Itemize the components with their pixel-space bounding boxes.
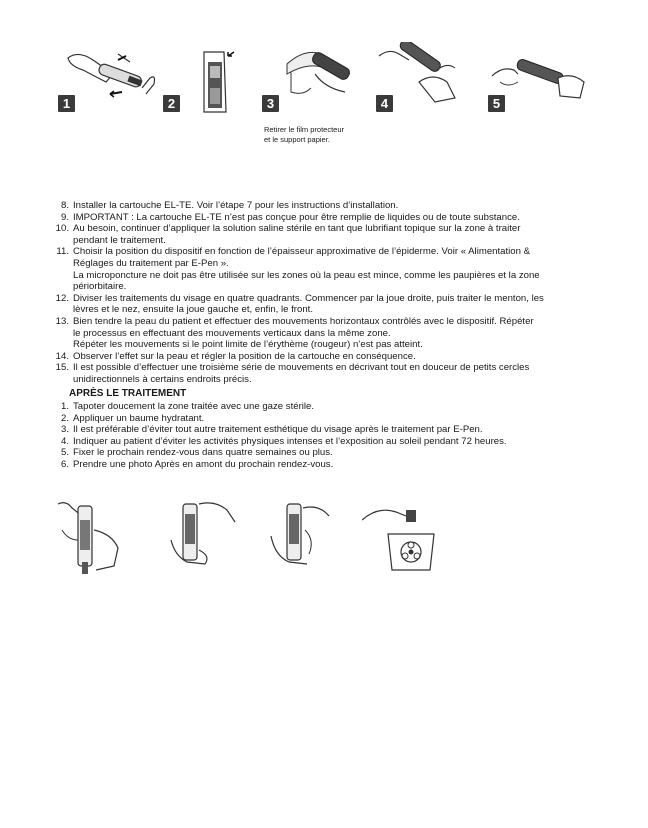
item-text: Appliquer un baume hydratant.: [73, 412, 205, 424]
step-4-badge: 4: [376, 95, 393, 112]
item-line: Au besoin, continuer d’appliquer la solution saline stérile en tant que lubrifiant topique sur la zone à traiter: [73, 223, 521, 235]
list-item: [52, 212, 612, 224]
item-text: Fixer le prochain rendez-vous dans quatre semaines ou plus.: [73, 447, 333, 459]
list-item: [52, 459, 612, 471]
caption-line: et le support papier.: [264, 135, 330, 144]
list-item: [52, 424, 612, 436]
item-text: [73, 246, 612, 292]
list-item: [52, 351, 612, 363]
item-text: Tapoter doucement la zone traitée avec une gaze stérile.: [73, 401, 315, 413]
item-number: 11.: [56, 246, 69, 258]
item-line: Répéter les mouvements si le point limite de l’érythème (rougeur) n’est pas atteint.: [73, 339, 423, 351]
item-text: Indiquer au patient d’éviter les activités physiques intenses et l’exposition au soleil pendant 72 heures.: [73, 435, 507, 447]
item-text: [73, 293, 612, 316]
list-item: [52, 447, 612, 459]
cartridge-removal-illustration: [52, 500, 132, 581]
list-item: [52, 293, 612, 316]
step-3-badge: 3: [262, 95, 279, 112]
caption-line: Retirer le film protecteur: [264, 125, 345, 134]
item-text: Il est préférable d’éviter tout autre traitement esthétique du visage après le traitement par E-Pen.: [73, 424, 483, 436]
item-text: [73, 212, 612, 224]
item-number: 3.: [60, 424, 69, 436]
step-1-badge: 1: [58, 95, 75, 112]
list-item: [52, 436, 612, 448]
item-number: 6.: [60, 459, 69, 471]
item-line: lèvres et le nez, ensuite la joue gauche et, enfin, le front.: [73, 304, 313, 316]
item-text: [73, 223, 612, 246]
step2-illustration: [196, 48, 238, 118]
list-item: [52, 413, 612, 425]
list-item: [52, 246, 612, 292]
item-text: [73, 200, 612, 212]
list-item: [52, 200, 612, 212]
item-number: 14.: [55, 350, 69, 362]
item-number: 1.: [60, 401, 69, 413]
after-treatment-heading: APRÈS LE TRAITEMENT: [69, 387, 187, 399]
item-line: Diviser les traitements du visage en quatre quadrants. Commencer par la joue droite, puis traiter le menton, les: [73, 292, 544, 304]
step-5-badge: 5: [488, 95, 505, 112]
item-text: [73, 351, 612, 363]
cartridge-pull-illustration: [165, 500, 245, 577]
item-text: [73, 362, 612, 385]
item-line: Observer l’effet sur la peau et régler la position de la cartouche en conséquence.: [73, 350, 416, 362]
list-item: [52, 401, 612, 413]
item-number: 4.: [60, 435, 69, 447]
item-text: Prendre une photo Après en amont du prochain rendez-vous.: [73, 459, 334, 471]
item-line: IMPORTANT : La cartouche EL-TE n’est pas conçue pour être remplie de liquides ou de toute substance.: [73, 211, 520, 223]
item-line: Réglages du traitement par E-Pen ».: [73, 257, 229, 269]
item-text: [73, 316, 612, 351]
item-line: le processus en effectuant des mouvements verticaux dans la même zone.: [73, 327, 391, 339]
step3-caption: [264, 125, 384, 145]
item-number: 8.: [60, 200, 69, 211]
item-number: 5.: [60, 447, 69, 459]
list-item: [52, 223, 612, 246]
item-line: La microponcture ne doit pas être utilisée sur les zones où la peau est mince, comme les paupières et la zone: [73, 269, 540, 281]
item-line: pendant le traitement.: [73, 234, 166, 246]
instruction-list: [52, 200, 612, 471]
item-number: 2.: [60, 412, 69, 424]
item-line: Il est possible d’effectuer une troisième série de mouvements en décrivant tout en douceur de petits cercles: [73, 362, 530, 374]
item-line: Choisir la position du dispositif en fonction de l’épaisseur approximative de l’épiderme. Voir « Alimentation &: [73, 246, 531, 258]
list-item: [52, 362, 612, 385]
item-number: 10.: [55, 223, 69, 235]
item-number: 9.: [60, 211, 69, 223]
item-number: 15.: [55, 362, 69, 374]
cartridge-eject-illustration: [265, 500, 345, 577]
step-2-badge: 2: [163, 95, 180, 112]
item-number: 13.: [55, 315, 69, 327]
item-line: Bien tendre la peau du patient et effectuer des mouvements horizontaux contrôlés avec le dispositif. Répéter: [73, 315, 534, 327]
step3-illustration: [285, 44, 355, 100]
sharps-disposal-illustration: [362, 500, 452, 577]
item-line: Installer la cartouche EL-TE. Voir l’étape 7 pour les instructions d’installation.: [73, 200, 399, 211]
item-number: 12.: [55, 292, 69, 304]
item-line: unidirectionnels à certains endroits précis.: [73, 373, 252, 385]
step1-illustration: [58, 48, 158, 100]
list-item: [52, 316, 612, 351]
item-line: périorbitaire.: [73, 281, 127, 293]
